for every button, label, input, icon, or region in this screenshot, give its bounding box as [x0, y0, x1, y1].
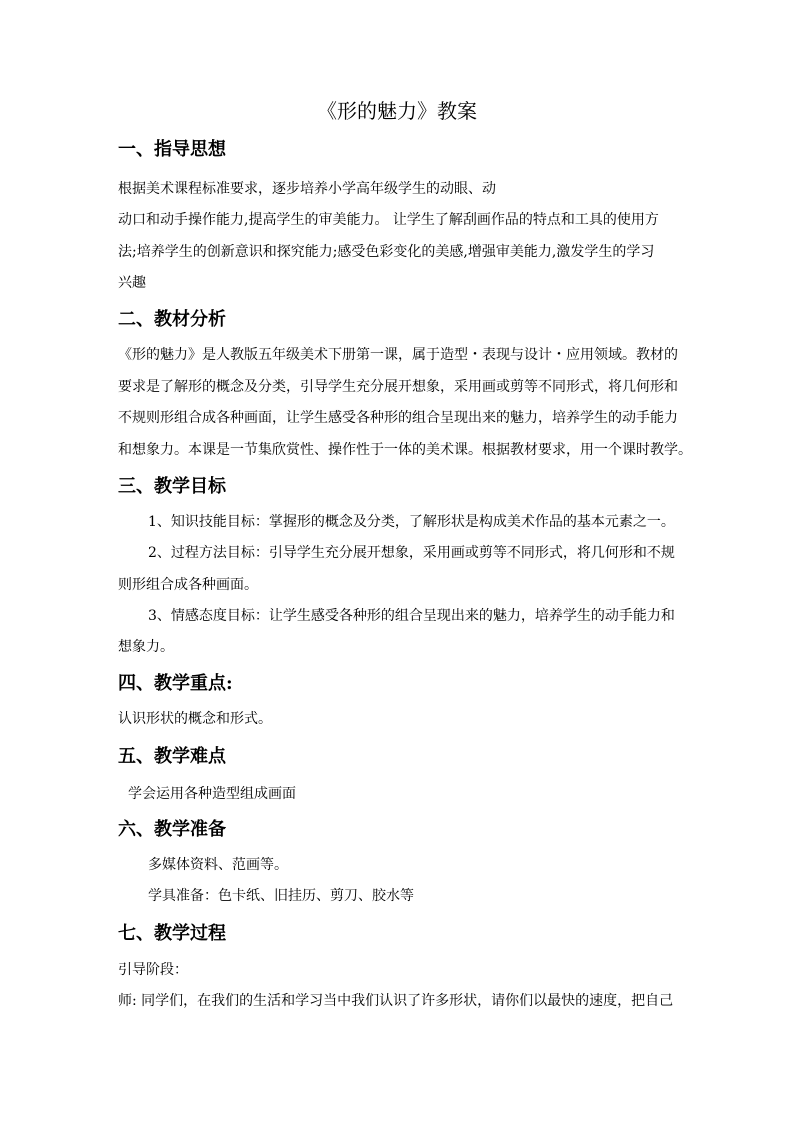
paragraph-line: 想象力。 — [118, 639, 174, 655]
section-heading-key-points: 四、教学重点: — [118, 673, 233, 694]
paragraph-line: 学具准备：色卡纸、旧挂历、剪刀、胶水等 — [148, 888, 414, 904]
section-heading-teaching-process: 七、教学过程 — [118, 923, 226, 944]
section-heading-teaching-goals: 三、教学目标 — [118, 476, 226, 497]
paragraph-line: 《形的魅力》是人教版五年级美术下册第一课，属于造型・表现与设计・应用领域。教材的 — [118, 347, 678, 363]
paragraph-line: 要求是了解形的概念及分类，引导学生充分展开想象，采用画或剪等不同形式，将几何形和 — [118, 379, 678, 395]
paragraph-line: 学会运用各种造型组成画面 — [128, 786, 296, 802]
paragraph-line: 动口和动手操作能力,提高学生的审美能力。 让学生了解刮画作品的特点和工具的使用方 — [118, 212, 659, 228]
paragraph-line: 师: 同学们，在我们的生活和学习当中我们认识了许多形状，请你们以最快的速度，把自己 — [118, 993, 674, 1009]
document-title: 《形的魅力》教案 — [317, 99, 477, 123]
section-heading-material-analysis: 二、教材分析 — [118, 309, 226, 330]
goal-item-3: 3、情感态度目标：让学生感受各种形的组合呈现出来的魅力，培养学生的动手能力和 — [148, 608, 675, 624]
section-heading-difficulties: 五、教学难点 — [118, 746, 226, 767]
paragraph-line: 引导阶段： — [118, 962, 188, 978]
paragraph-line: 法;培养学生的创新意识和探究能力;感受色彩变化的美感,增强审美能力,激发学生的学习 — [118, 244, 655, 260]
paragraph-line: 不规则形组合成各种画面，让学生感受各种形的组合呈现出来的魅力，培养学生的动手能力 — [118, 410, 678, 426]
paragraph-line: 认识形状的概念和形式。 — [118, 711, 272, 727]
paragraph-line: 兴趣 — [118, 275, 146, 291]
section-heading-preparation: 六、教学准备 — [118, 819, 226, 840]
paragraph-line: 和想象力。本课是一节集欣赏性、操作性于一体的美术课。根据教材要求，用一个课时教学。 — [118, 442, 692, 458]
goal-item-1: 1、知识技能目标：掌握形的概念及分类，了解形状是构成美术作品的基本元素之一。 — [148, 514, 675, 530]
section-heading-guiding-idea: 一、指导思想 — [118, 139, 226, 160]
goal-item-2: 2、过程方法目标：引导学生充分展开想象，采用画或剪等不同形式，将几何形和不规 — [148, 545, 675, 561]
paragraph-line: 则形组合成各种画面。 — [118, 577, 258, 593]
paragraph-line: 根据美术课程标准要求，逐步培养小学高年级学生的动眼、动 — [118, 181, 496, 197]
paragraph-line: 多媒体资料、范画等。 — [148, 857, 288, 873]
